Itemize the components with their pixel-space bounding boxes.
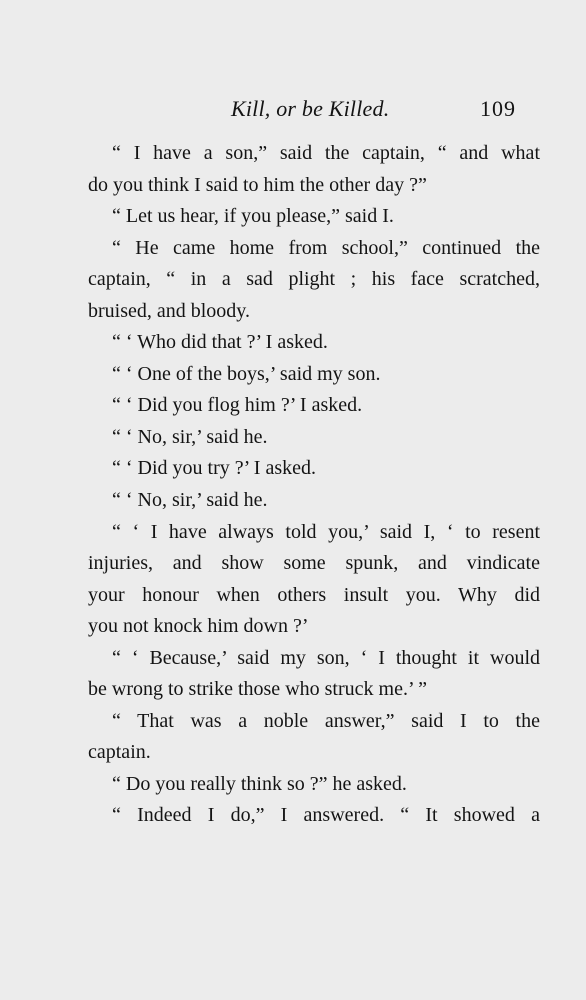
- text-line: you not knock him down ?’: [88, 615, 309, 638]
- text-line: “ He came home from school,” continued the: [112, 236, 540, 259]
- text-line: do you think I said to him the other day ?”: [88, 173, 427, 196]
- text-line: “ ‘ Because,’ said my son, ‘ I thought it would: [112, 646, 540, 669]
- running-title: Kill, or be Killed.: [231, 96, 390, 121]
- text-line: “ ‘ Did you flog him ?’ I asked.: [112, 394, 363, 417]
- page-number: 109: [480, 96, 516, 121]
- text-line: be wrong to strike those who struck me.’ ”: [88, 678, 427, 701]
- text-line: “ Do you really think so ?” he asked.: [112, 772, 407, 795]
- text-line: injuries, and show some spunk, and vindicate: [88, 552, 540, 575]
- text-line: “ I have a son,” said the captain, “ and what: [112, 142, 540, 164]
- text-line: “ ‘ One of the boys,’ said my son.: [112, 362, 381, 385]
- page-header: [0, 96, 586, 136]
- text-line: “ ‘ Who did that ?’ I asked.: [112, 331, 328, 354]
- text-line: “ ‘ No, sir,’ said he.: [112, 489, 268, 512]
- text-line: “ ‘ I have always told you,’ said I, ‘ to resent: [112, 520, 540, 543]
- text-line: captain, “ in a sad plight ; his face scratched,: [88, 268, 540, 291]
- text-line: “ That was a noble answer,” said I to the: [112, 709, 540, 732]
- text-line: “ ‘ No, sir,’ said he.: [112, 425, 268, 448]
- text-line: “ Indeed I do,” I answered. “ It showed a: [112, 804, 540, 827]
- text-line: captain.: [88, 741, 151, 764]
- text-line: bruised, and bloody.: [88, 299, 251, 322]
- body-text: [88, 138, 540, 832]
- text-line: “ ‘ Did you try ?’ I asked.: [112, 457, 317, 480]
- text-line: “ Let us hear, if you please,” said I.: [112, 205, 394, 228]
- text-line: your honour when others insult you. Why did: [88, 583, 540, 606]
